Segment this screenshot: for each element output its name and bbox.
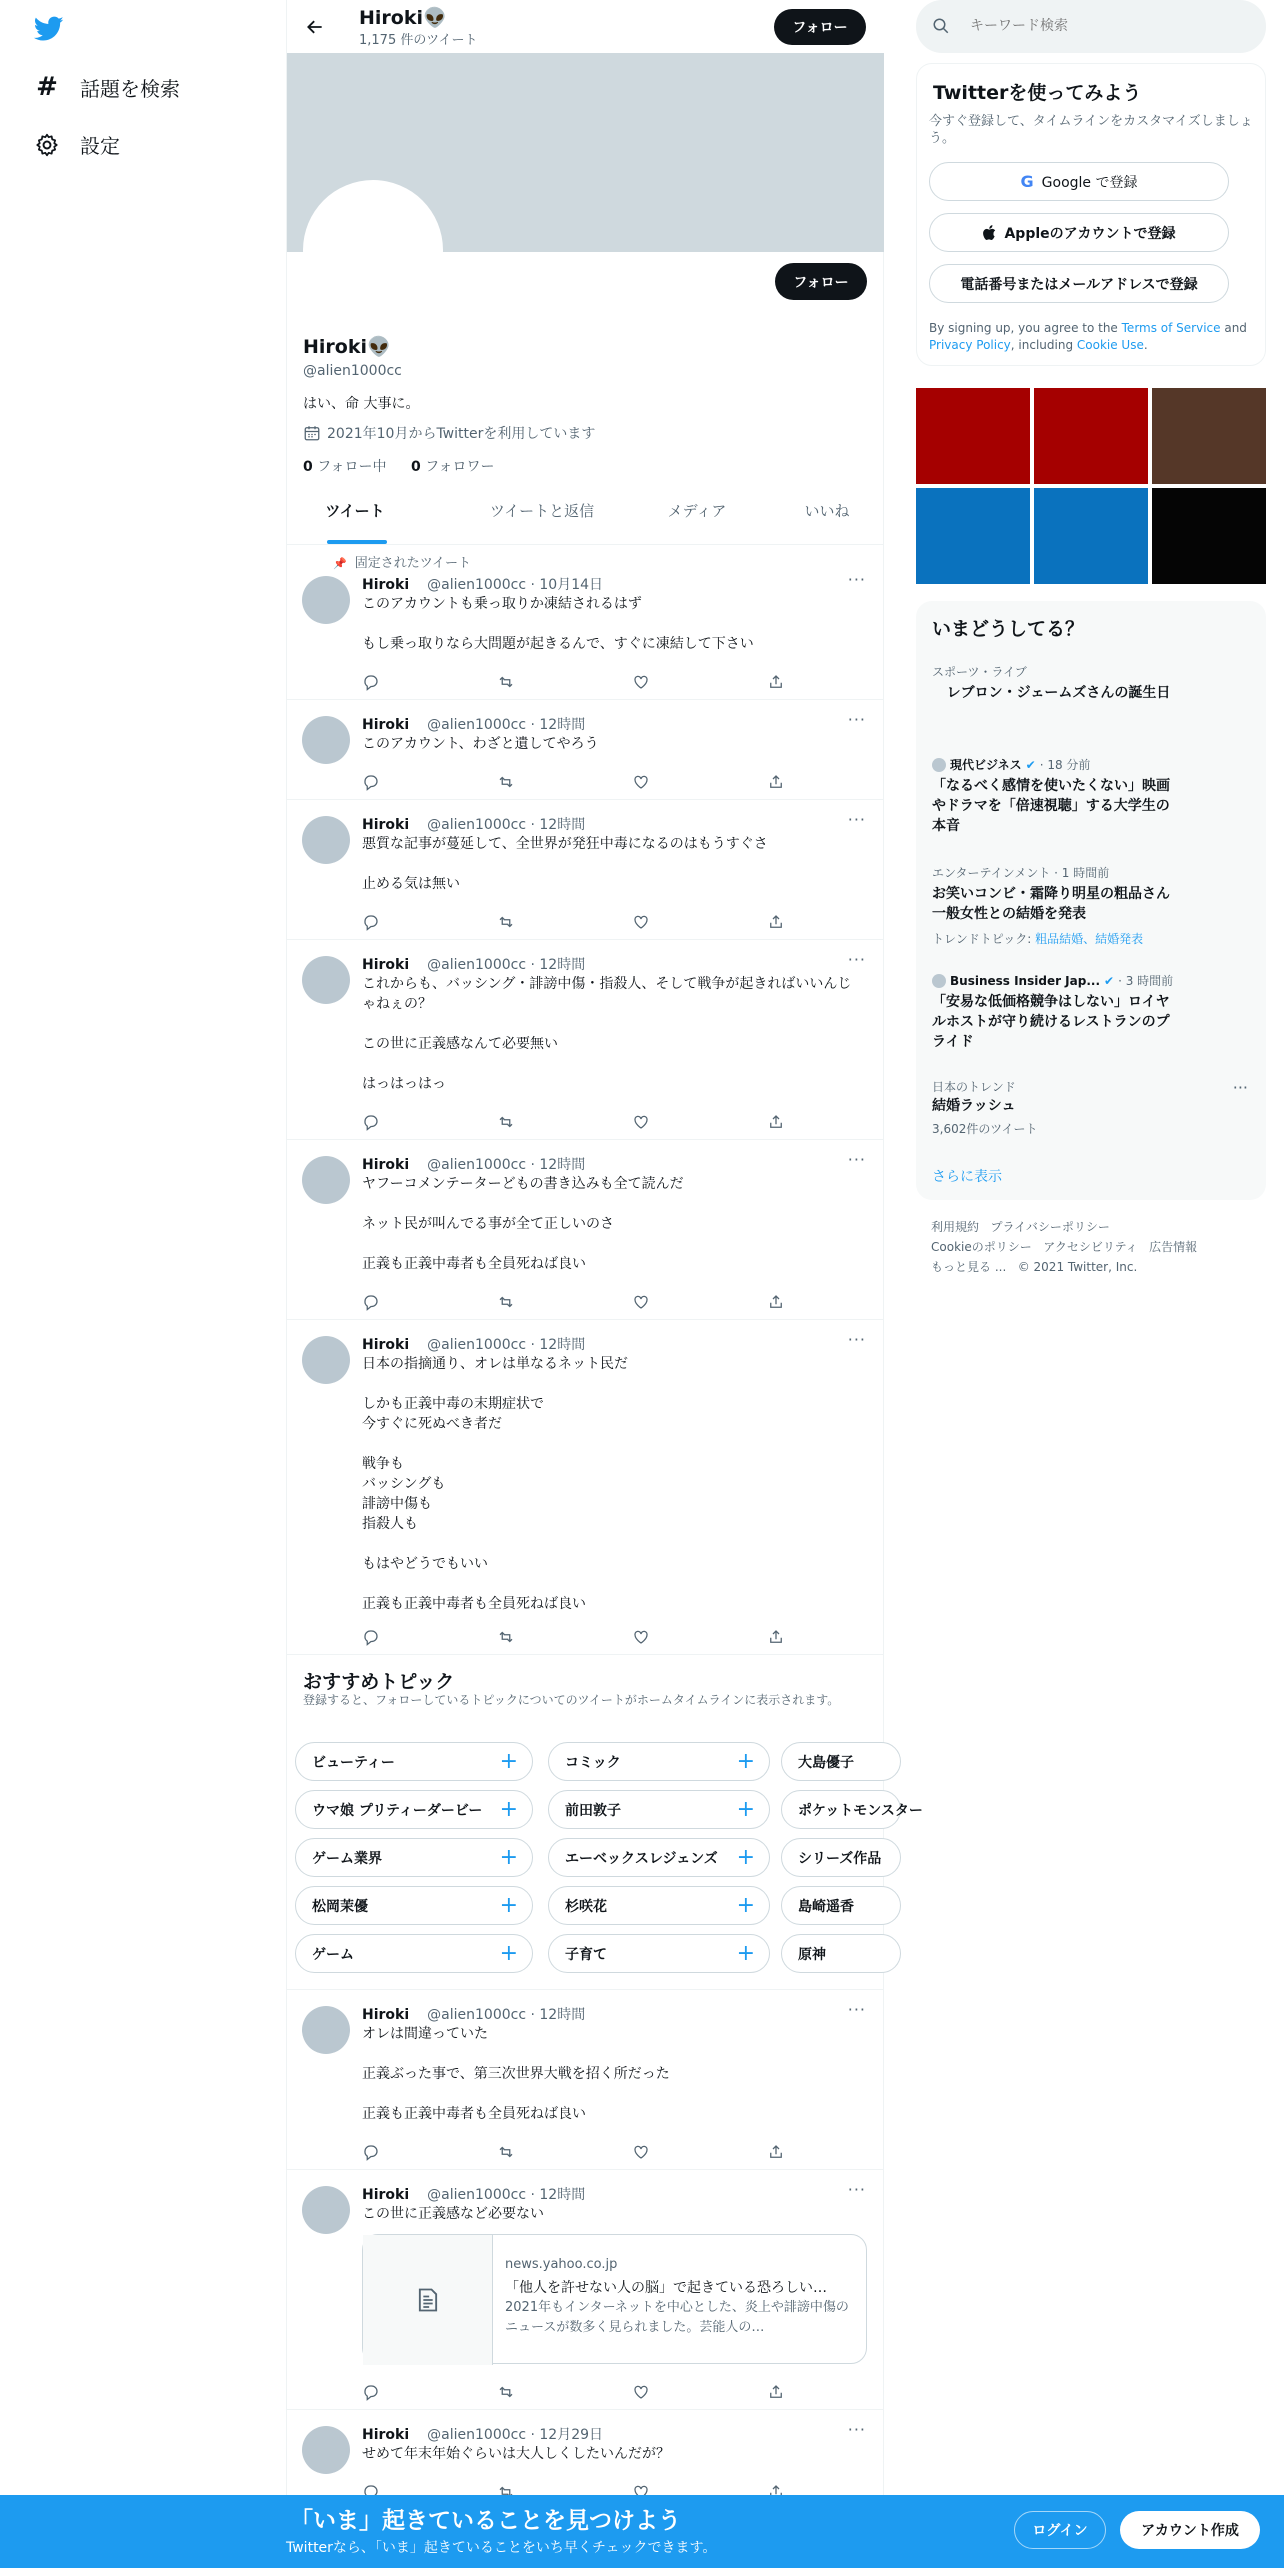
header-follow-button[interactable]: フォロー [774, 9, 866, 45]
topic-chip[interactable] [295, 1742, 533, 1781]
tweet-avatar[interactable] [302, 1336, 350, 1384]
tweet-header [362, 1154, 585, 1174]
tweet-item[interactable] [287, 1320, 884, 1655]
trends-title: いまどうしてる？ [932, 618, 1085, 640]
trend-4-time: · 3 時間前 [1118, 974, 1174, 988]
topic-chip-label: ゲーム [312, 1946, 354, 1963]
apple-icon [982, 225, 996, 241]
tweet-author-handle: @alien1000cc [427, 817, 531, 833]
retweet-icon[interactable] [497, 2383, 515, 2401]
main-column [286, 0, 923, 2568]
trends-panel [916, 601, 1266, 1200]
trends-show-more[interactable]: さらに表示 [932, 1169, 1002, 1185]
search-box[interactable] [916, 0, 1266, 53]
tab-active-indicator [327, 540, 387, 544]
more-icon[interactable]: ··· [847, 2420, 866, 2439]
apple-signup-button[interactable] [929, 213, 1229, 252]
tweet-header [362, 574, 603, 594]
link-card-thumb [363, 2235, 493, 2365]
topic-chip-label: 前田敦子 [565, 1802, 621, 1819]
tweet-header [362, 2424, 603, 2444]
more-icon[interactable]: ··· [847, 1150, 866, 1169]
twitter-logo-icon[interactable] [34, 16, 64, 42]
trend-1-title-text: レブロン・ジェームズさんの誕生日 [946, 685, 1171, 701]
trend-5-count: 3,602件のツイート [932, 1122, 1038, 1136]
topic-chip[interactable] [548, 1838, 770, 1877]
plus-icon: + [736, 1797, 755, 1822]
trend-2-meta [932, 756, 1090, 773]
trend-3-sub-link[interactable]: 粗品結婚、結婚発表 [1035, 932, 1144, 946]
like-icon[interactable] [632, 1293, 650, 1311]
tweet-text: ヤフーコメンテーターどもの書き込みも全て読んだ ネット民が叫んでる事が全て正しいのさ 正義も正義中毒者も全員死ねば良い [362, 1176, 684, 1272]
tweet-time[interactable]: · 12月29日 [530, 2427, 604, 2443]
plus-icon: + [499, 1749, 518, 1774]
tweet-author-handle: @alien1000cc [427, 1337, 531, 1353]
topics-desc: 登録すると、フォローしているトピックについてのツイートがホームタイムラインに表示されます。 [303, 1693, 840, 1707]
tweet-header [362, 2004, 585, 2024]
like-icon[interactable] [632, 2383, 650, 2401]
media-thumbnail[interactable] [1034, 388, 1148, 484]
retweet-icon[interactable] [497, 773, 515, 791]
tweet-author-name[interactable]: Hiroki [362, 957, 410, 973]
calendar-icon [303, 424, 321, 442]
back-arrow-icon[interactable] [305, 17, 325, 37]
followers-label: フォロワー [425, 459, 495, 475]
verified-icon: ✔ [1104, 973, 1115, 988]
pinned-label [333, 552, 471, 571]
share-icon[interactable] [767, 1293, 785, 1311]
tweet-author-name[interactable]: Hiroki [362, 2427, 410, 2443]
google-signup-label: Google で登録 [1041, 174, 1138, 191]
privacy-link[interactable]: Privacy Policy [929, 338, 1011, 352]
share-icon[interactable] [767, 2383, 785, 2401]
tweet-avatar[interactable] [302, 816, 350, 864]
tweet-header [362, 714, 585, 734]
tweet-actions [362, 1113, 802, 1133]
plus-icon: + [499, 1797, 518, 1822]
profile-header-bar [287, 0, 884, 53]
phone-signup-button[interactable]: 電話番号またはメールアドレスで登録 [929, 264, 1229, 303]
media-grid [916, 388, 1266, 584]
topic-chip-label: 原神 [798, 1946, 826, 1963]
tweet-text: この世に正義感など必要ない [362, 2206, 544, 2222]
trend-more-icon[interactable]: ··· [1232, 1078, 1248, 1097]
tweet-text: このアカウント、わざと遺してやろう [362, 736, 599, 752]
tweet-avatar[interactable] [302, 1156, 350, 1204]
trend-2-time: · 18 分前 [1039, 758, 1091, 772]
plus-icon: + [499, 1845, 518, 1870]
tweet-text: 日本の指摘通り、オレは単なるネット民だ しかも正義中毒の末期症状で 今すぐに死ぬべき者だ 戦争も バッシングも 誹謗中傷も 指殺人も もはやどうでもいい 正義も正義中毒者も全員死ねば良い [362, 1356, 628, 1612]
tweet-text: このアカウントも乗っ取りか凍結されるはず もし乗っ取りなら大問題が起きるんで、すぐに凍結して下さい [362, 596, 754, 652]
profile-name: Hiroki👽 [303, 336, 391, 358]
footer-more[interactable]: もっと見る ... [931, 1260, 1007, 1274]
apple-signup-label: Appleのアカウントで登録 [1004, 225, 1176, 242]
topic-chip[interactable] [781, 1886, 901, 1925]
share-icon[interactable] [767, 2143, 785, 2161]
nav-explore-label: 話題を検索 [80, 76, 180, 101]
tweet-time[interactable]: · 12時間 [530, 817, 586, 833]
tweet-text: せめて年末年始ぐらいは大人しくしたいんだが？ [362, 2446, 670, 2462]
topic-chip[interactable] [781, 1934, 901, 1973]
source-avatar [932, 758, 946, 772]
tweet-actions [362, 913, 802, 933]
retweet-icon[interactable] [497, 1293, 515, 1311]
source-avatar [932, 974, 946, 988]
more-icon[interactable]: ··· [847, 810, 866, 829]
topics-title: おすすめトピック [303, 1671, 455, 1693]
gear-icon [34, 132, 60, 158]
tweet-header [362, 814, 585, 834]
tweet-actions [362, 673, 802, 693]
signup-legal [929, 320, 1259, 354]
trend-4-title[interactable]: 「安易な低価格競争はしない」ロイヤルホストが守り続けるレストランのプライド [932, 994, 1170, 1050]
footer-cookie[interactable]: Cookieのポリシー [931, 1240, 1032, 1254]
tweet-time[interactable]: · 12時間 [530, 2187, 586, 2203]
login-button[interactable]: ログイン [1014, 2511, 1106, 2549]
tweet-author-name[interactable]: Hiroki [362, 817, 410, 833]
plus-icon: + [736, 1893, 755, 1918]
signup-title: Twitterを使ってみよう [933, 82, 1142, 104]
retweet-icon[interactable] [497, 1113, 515, 1131]
tweet-avatar[interactable] [302, 2186, 350, 2234]
legal-text-1: By signing up, you agree to the [929, 321, 1122, 335]
legal-text-4: . [1143, 338, 1148, 352]
retweet-icon[interactable] [497, 913, 515, 931]
media-thumbnail[interactable] [1152, 488, 1266, 584]
reply-icon[interactable] [362, 2383, 380, 2401]
tweet-actions [362, 2383, 802, 2403]
more-icon[interactable]: ··· [847, 1330, 866, 1349]
topic-chip[interactable] [548, 1934, 770, 1973]
followers-count: 0 [411, 459, 421, 475]
pinned-text: 固定されたツイート [354, 556, 472, 571]
topic-chip-label: ビューティー [312, 1754, 395, 1771]
trend-3-sub-label: トレンドトピック: [932, 932, 1036, 946]
tweet-author-name[interactable]: Hiroki [362, 717, 410, 733]
link-card[interactable] [362, 2234, 867, 2364]
trend-4-source: Business Insider Jap... [950, 973, 1101, 988]
tweet-time[interactable]: · 12時間 [530, 957, 586, 973]
topic-chip[interactable] [781, 1838, 901, 1877]
tab-tweets[interactable]: ツイート [325, 502, 385, 520]
search-icon [932, 17, 950, 35]
topic-chip-label: 杉咲花 [565, 1898, 607, 1915]
tweet-author-name[interactable]: Hiroki [362, 2187, 410, 2203]
plus-icon: + [736, 1941, 755, 1966]
tweet-time[interactable]: · 12時間 [530, 2007, 586, 2023]
topic-chip-label: ゲーム業界 [312, 1850, 382, 1867]
tweet-author-handle: @alien1000cc [427, 717, 531, 733]
topic-chip-label: 島崎遥香 [798, 1898, 854, 1915]
profile-joined [303, 423, 595, 443]
trend-5-meta: 日本のトレンド [932, 1080, 1016, 1094]
tweet-avatar[interactable] [302, 956, 350, 1004]
like-icon[interactable] [632, 1113, 650, 1131]
share-icon[interactable] [767, 1628, 785, 1646]
tab-replies[interactable]: ツイートと返信 [489, 502, 595, 520]
tweet-author-handle: @alien1000cc [427, 2187, 531, 2203]
nav-explore[interactable] [34, 72, 180, 102]
tweet-item[interactable] [287, 940, 884, 1140]
bottom-sub: Twitterなら、「いま」起きていることをいち早くチェックできます。 [286, 2540, 717, 2556]
topic-chip[interactable] [548, 1790, 770, 1829]
tweet-avatar[interactable] [302, 2006, 350, 2054]
profile-bio: はい、命 大事に。 [303, 396, 420, 412]
nav-settings-label: 設定 [80, 134, 120, 158]
tweet-author-name[interactable]: Hiroki [362, 1157, 410, 1173]
tweet-item[interactable] [287, 800, 884, 940]
like-icon[interactable] [632, 913, 650, 931]
like-icon[interactable] [632, 1628, 650, 1646]
tweet-avatar[interactable] [302, 576, 350, 624]
trend-5-title[interactable]: 結婚ラッシュ [932, 1098, 1016, 1114]
trend-3-sub [932, 930, 1143, 947]
reply-icon[interactable] [362, 913, 380, 931]
cookie-link[interactable]: Cookie Use [1076, 338, 1144, 352]
media-thumbnail[interactable] [1034, 488, 1148, 584]
topic-chip[interactable] [781, 1742, 901, 1781]
link-card-domain: news.yahoo.co.jp [505, 2257, 618, 2272]
tweet-author-handle: @alien1000cc [427, 577, 531, 593]
topic-chip[interactable] [295, 1838, 533, 1877]
like-icon[interactable] [632, 773, 650, 791]
link-card-desc: 2021年もインターネットを中心とした、炎上や誹謗中傷のニュースが数多く見られました。芸能人の… [505, 2300, 849, 2335]
tweet-item[interactable] [287, 1140, 884, 1320]
profile-follow-button[interactable]: フォロー [775, 263, 867, 300]
tweet-author-handle: @alien1000cc [427, 957, 531, 973]
reply-icon[interactable] [362, 1293, 380, 1311]
tweet-actions [362, 2143, 802, 2163]
signup-panel [916, 63, 1266, 366]
reply-icon[interactable] [362, 1113, 380, 1131]
share-icon[interactable] [767, 1113, 785, 1131]
more-icon[interactable]: ··· [847, 570, 866, 589]
tweet-actions [362, 1293, 802, 1313]
tweet-header [362, 954, 585, 974]
trend-1-title[interactable] [932, 683, 1172, 703]
tweet-item[interactable] [287, 550, 884, 700]
tweet-avatar[interactable] [302, 716, 350, 764]
topic-chip[interactable] [548, 1886, 770, 1925]
link-card-title: 「他人を許せない人の脳」で起きている恐ろしい… [505, 2280, 827, 2296]
topics-section [287, 1655, 923, 1990]
topic-chip-label: 松岡茉優 [312, 1898, 368, 1915]
topic-chip[interactable] [295, 1934, 533, 1973]
tweet-text: 悪質な記事が蔓延して、全世界が発狂中毒になるのはもうすぐさ 止める気は無い [362, 836, 768, 892]
header-tweet-count: 1,175 件のツイート [359, 33, 478, 48]
verified-icon: ✔ [1025, 757, 1036, 772]
topic-chip-label: コミック [565, 1754, 621, 1771]
profile-following[interactable] [303, 456, 387, 476]
following-label: フォロー中 [317, 459, 387, 475]
tweet-time[interactable]: · 12時間 [530, 1157, 586, 1173]
bottom-signup-bar [0, 2495, 1284, 2568]
tab-likes[interactable]: いいね [804, 502, 850, 520]
more-icon[interactable]: ··· [847, 2000, 866, 2019]
footer-copyright: © 2021 Twitter, Inc. [1017, 1260, 1138, 1274]
google-icon: G [1020, 172, 1034, 191]
plus-icon: + [499, 1941, 518, 1966]
share-icon[interactable] [767, 913, 785, 931]
footer-ads[interactable]: 広告情報 [1149, 1240, 1198, 1254]
footer-privacy[interactable]: プライバシーポリシー [990, 1220, 1110, 1234]
media-thumbnail[interactable] [916, 388, 1030, 484]
tweet-time[interactable]: · 12時間 [530, 1337, 586, 1353]
topic-chip-label: ウマ娘 プリティーダービー [312, 1802, 483, 1819]
topic-chip[interactable] [781, 1790, 923, 1829]
retweet-icon[interactable] [497, 673, 515, 691]
retweet-icon[interactable] [497, 2143, 515, 2161]
profile-handle: @alien1000cc [303, 363, 402, 379]
tweet-author-handle: @alien1000cc [427, 2007, 531, 2023]
footer-terms[interactable]: 利用規約 [931, 1220, 980, 1234]
reply-icon[interactable] [362, 2143, 380, 2161]
tweet-author-name[interactable]: Hiroki [362, 577, 410, 593]
trend-2-source: 現代ビジネス [950, 758, 1022, 772]
trend-3-meta: エンターテインメント · 1 時間前 [932, 866, 1110, 880]
more-icon[interactable]: ··· [847, 710, 866, 729]
tweet-author-handle: @alien1000cc [427, 2427, 531, 2443]
tweet-text: オレは間違っていた 正義ぶった事で、第三次世界大戦を招く所だった 正義も正義中毒者も全員死ねば良い [362, 2026, 670, 2122]
tweet-actions [362, 773, 802, 793]
tweet-avatar[interactable] [302, 2426, 350, 2474]
tweet-author-name[interactable]: Hiroki [362, 1337, 410, 1353]
trend-1-meta: スポーツ・ライブ [932, 665, 1027, 679]
google-signup-button[interactable] [929, 162, 1229, 201]
tweet-item[interactable] [287, 700, 884, 800]
plus-icon: + [499, 1893, 518, 1918]
plus-icon: + [736, 1845, 755, 1870]
share-icon[interactable] [767, 673, 785, 691]
topic-chips [287, 1655, 923, 1990]
header-name: Hiroki👽 [359, 7, 447, 29]
topic-chip-label: エーベックスレジェンズ [565, 1850, 718, 1867]
article-icon [414, 2286, 442, 2314]
profile-followers[interactable] [411, 456, 495, 476]
topic-chip-label: ポケットモンスター [798, 1802, 923, 1819]
tweet-item[interactable] [287, 2170, 884, 2410]
topic-chip-label: 大島優子 [798, 1754, 854, 1771]
tab-media[interactable]: メディア [667, 502, 727, 520]
tweet-item[interactable] [287, 1990, 884, 2170]
hashtag-icon: # [36, 72, 58, 102]
topic-chip[interactable] [295, 1790, 533, 1829]
topic-chip[interactable] [295, 1886, 533, 1925]
tweet-header [362, 1334, 585, 1354]
more-icon[interactable]: ··· [847, 950, 866, 969]
trend-4-meta [932, 972, 1173, 989]
tweet-author-name[interactable]: Hiroki [362, 2007, 410, 2023]
retweet-icon[interactable] [497, 1628, 515, 1646]
topic-chip-label: シリーズ作品 [798, 1850, 882, 1867]
create-account-button[interactable]: アカウント作成 [1120, 2511, 1260, 2549]
right-footer [931, 1217, 1251, 1277]
legal-text-2: and [1220, 321, 1247, 335]
trend-3-title[interactable]: お笑いコンビ・霜降り明星の粗品さん 一般女性との結婚を発表 [932, 886, 1170, 922]
legal-text-3: , including [1010, 338, 1077, 352]
trend-2-title[interactable]: 「なるべく感情を使いたくない」映画やドラマを「倍速視聴」する大学生の本音 [932, 778, 1170, 834]
like-icon[interactable] [632, 673, 650, 691]
tweet-actions [362, 1628, 802, 1648]
search-input[interactable] [970, 14, 1240, 38]
topic-chip-label: 子育て [565, 1946, 607, 1963]
tweet-time[interactable]: · 12時間 [530, 717, 586, 733]
signup-desc: 今すぐ登録して、タイムラインをカスタマイズしましょう。 [929, 114, 1253, 146]
following-count: 0 [303, 459, 313, 475]
like-icon[interactable] [632, 2143, 650, 2161]
tweet-author-handle: @alien1000cc [427, 1157, 531, 1173]
profile-joined-text: 2021年10月からTwitterを利用しています [327, 426, 596, 442]
more-icon[interactable]: ··· [847, 2180, 866, 2199]
bottom-title: 「いま」起きていることを見つけよう [290, 2508, 681, 2534]
profile-avatar[interactable] [303, 180, 443, 320]
reply-icon[interactable] [362, 773, 380, 791]
tweet-header [362, 2184, 585, 2204]
pin-icon: 📌 [333, 557, 347, 570]
footer-accessibility[interactable]: アクセシビリティ [1043, 1240, 1138, 1254]
tweet-time[interactable]: · 10月14日 [530, 577, 604, 593]
topic-chip[interactable] [548, 1742, 770, 1781]
tos-link[interactable]: Terms of Service [1121, 321, 1221, 335]
reply-icon[interactable] [362, 673, 380, 691]
plus-icon: + [736, 1749, 755, 1774]
reply-icon[interactable] [362, 1628, 380, 1646]
share-icon[interactable] [767, 773, 785, 791]
media-thumbnail[interactable] [1152, 388, 1266, 484]
media-thumbnail[interactable] [916, 488, 1030, 584]
tweet-text: これからも、バッシング・誹謗中傷・指殺人、そして戦争が起きればいいんじゃねぇの？ この世に正義感なんて必要無い はっはっはっ [362, 976, 852, 1092]
nav-settings[interactable] [34, 130, 120, 159]
